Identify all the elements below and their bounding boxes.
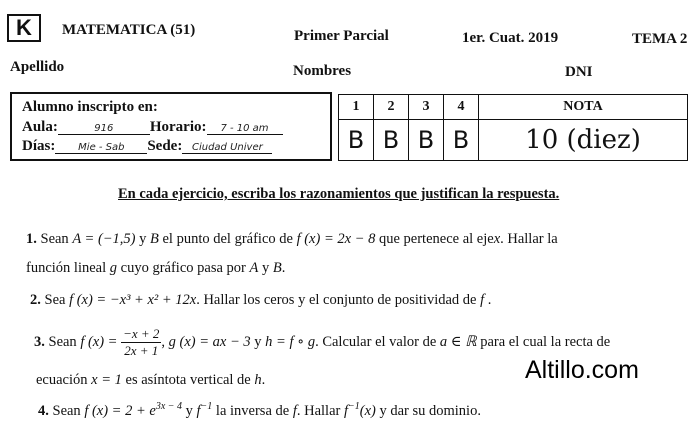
- exercise-4-line: 4. Sean f $(x) = 2 + e^{3x - 4}$ y $f^{-1}$ la inversa de f. Hallar $f^{-1}(x)$ y dar su dominio.: [38, 401, 481, 419]
- exercise-1-number: 1.: [26, 231, 37, 247]
- horario-value: 7 - 10 am: [207, 123, 283, 135]
- exam-name: Primer Parcial: [294, 28, 389, 44]
- dias-value: Mie - Sab: [55, 142, 147, 154]
- dias-sede-line: [22, 138, 272, 155]
- grade-header-2: 2: [374, 95, 409, 120]
- exercise-3-line-2: ecuación x = 1 es asíntota vertical de h.: [36, 372, 266, 388]
- exercise-1-line-2: función lineal g cuyo gráfico pasa por A y B.: [26, 260, 286, 276]
- exercise-3-line-1: 3. Sean f (x) = $\frac{-x + 2}{2x + 1}$ , g (x) = ax − 3 y h = f ∘ g. Calcular el valor de a ∈ ℝ para el cual la recta de: [34, 326, 611, 358]
- grades-table: [338, 94, 688, 161]
- grade-header-nota: NOTA: [479, 95, 688, 120]
- tema-label: TEMA 2: [632, 31, 688, 47]
- exercise-2-line: 2. Sea f (x) = −x³ + x² + 12x. Hallar los ceros y el conjunto de positividad de f .: [30, 292, 492, 308]
- grade-header-1: 1: [339, 95, 374, 120]
- grade-header-4: 4: [444, 95, 479, 120]
- grade-value-1: B: [339, 120, 374, 161]
- enrollment-title: Alumno inscripto en:: [22, 99, 158, 115]
- sede-value: Ciudad Univer: [182, 142, 272, 154]
- subject-title: MATEMATICA (51): [62, 22, 196, 38]
- aula-label: Aula:: [22, 119, 58, 135]
- horario-label: Horario:: [149, 119, 207, 135]
- grade-value-2: B: [374, 120, 409, 161]
- aula-horario-line: [22, 119, 283, 136]
- watermark-text: Altillo.com: [525, 356, 639, 384]
- fraction: $\frac{-x + 2}{2x + 1}$: [123, 326, 160, 358]
- enrollment-box: [10, 92, 332, 161]
- aula-value: 916: [58, 123, 150, 135]
- dni-label: DNI: [565, 64, 593, 80]
- grade-value-nota: 10 (diez): [479, 120, 688, 161]
- exam-period: 1er. Cuat. 2019: [462, 30, 559, 46]
- exercise-3-number: 3.: [34, 333, 45, 350]
- nombres-label: Nombres: [293, 63, 352, 79]
- apellido-label: Apellido: [10, 59, 65, 75]
- exercise-1-line-1: 1. Sean A = (−1,5) y B el punto del gráfico de f (x) = 2x − 8 que pertenece al ejex. Hallar la: [26, 231, 558, 247]
- grade-value-3: B: [409, 120, 444, 161]
- instruction-text: En cada ejercicio, escriba los razonamientos que justifican la respuesta.: [118, 186, 560, 202]
- grade-value-4: B: [444, 120, 479, 161]
- tema-letter-box: [7, 14, 41, 42]
- tema-letter: K: [16, 15, 32, 40]
- grade-header-3: 3: [409, 95, 444, 120]
- dias-label: Días:: [22, 138, 56, 154]
- exercise-2-number: 2.: [30, 292, 41, 308]
- exercise-4-number: 4.: [38, 402, 49, 419]
- sede-label: Sede:: [147, 138, 183, 154]
